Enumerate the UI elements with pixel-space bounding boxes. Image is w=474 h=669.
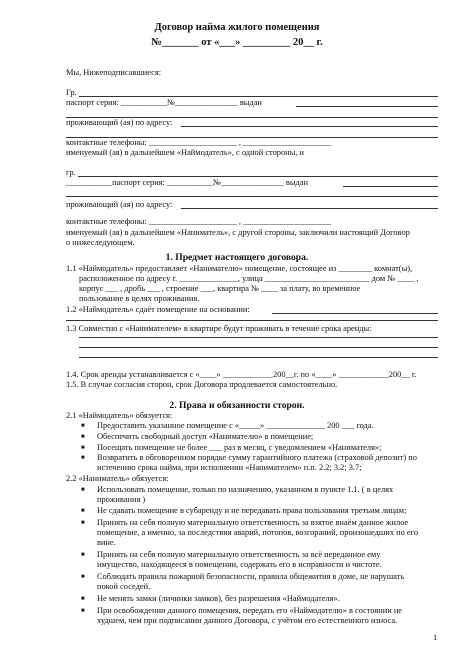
duty-2-2-item: Использовать помещение, только по назначению, указанном в пункте 1.1. ( в целях <box>97 485 394 494</box>
duty-2-1-item: Предоставить указанное помещение с «_____» ______________ 200 ___ года. <box>97 421 374 430</box>
duty-2-2-item-cont: худшем, чем при подписании данного Договора, с учётом его естественного износа. <box>97 616 398 625</box>
clause-2-2: 2.2 «Наниматель» обязуется: <box>66 474 169 483</box>
party2-address-line <box>181 208 438 209</box>
clause-1-1-line1: 1.1 «Наймодатель» предоставляет «Нанимателю» помещение, состоящее из ________ комнат(ы), <box>66 264 413 273</box>
bullet-icon: ■ <box>81 574 85 580</box>
bullet-icon: ■ <box>81 423 85 429</box>
intro-text: Мы, Нижеподписавшиеся: <box>66 68 162 77</box>
party2-name-label: гр. <box>66 168 76 177</box>
duty-2-2-item-cont: покой соседей. <box>97 582 151 591</box>
party2-passport: ___________паспорт серия: ___________№_______________ выдан <box>66 178 308 187</box>
party1-address-line <box>181 126 438 127</box>
bullet-icon: ■ <box>81 608 85 614</box>
party1-name-line <box>79 96 438 97</box>
party2-phones: контактные телефоны: _____________________ , _____________________ <box>66 217 332 226</box>
duty-2-1-item-cont: истечению срока найма, при исполнении «Нанимателем» п.п. 2.2; 3.2; 3.7; <box>97 463 362 472</box>
party1-address-label: проживающий (ая) по адресу: <box>66 118 173 127</box>
duty-2-2-item-cont: проживания ) <box>97 495 146 504</box>
duty-2-2-item-cont: вине. <box>97 538 116 547</box>
duty-2-2-item: Соблюдать правила пожарной безопасности, правила общежития в доме, не нарушать <box>97 572 405 581</box>
clause-1-4: 1.4. Срок аренды устанавливается с «____» ____________200__г. по «____» ____________200__ г. <box>66 370 417 379</box>
party1-name-label: Гр. <box>66 88 77 97</box>
party2-designation: именуемый (ая) в дальнейшем «Наниматель», с другой стороны, заключили настоящий Договор <box>66 228 410 237</box>
duty-2-2-item: Не сдавать помещение в субаренду и не передавать права пользования третьим лицам; <box>97 506 407 515</box>
clause-1-3: 1.3 Совместно с «Нанимателем» в квартире будут проживать в течение срока аренды: <box>66 324 372 333</box>
section1-heading: 1. Предмет настоящего договора. <box>165 252 309 263</box>
bullet-icon: ■ <box>81 552 85 558</box>
clause-1-1-line2: расположенное по адресу г. ______________, улица _________________________ дом № ____ , <box>79 274 419 283</box>
party2-extra-line <box>66 196 438 197</box>
bullet-icon: ■ <box>81 508 85 514</box>
duty-2-2-item: При освобождении данного помещения, передать его «Наймодателю» в состоянии не <box>97 606 403 615</box>
duty-2-2-item: Не менять замки (личинки замков), без разрешения «Наймодателя». <box>97 594 340 603</box>
clause-1-2: 1.2 «Наймодатель» сдаёт помещение на основании: <box>66 305 250 314</box>
duty-2-2-item: Принять на себя полную материальную ответственность за всё переданное ему <box>97 550 381 559</box>
party1-designation: именуемый (ая) в дальнейшем «Наймодатель», с одной стороны, и <box>66 148 304 157</box>
duty-2-1-item: Возвратить в обговоренном порядке сумму гарантийного платежа (страховой депозит) по <box>97 453 417 462</box>
party1-issued-line <box>296 106 438 107</box>
clause-2-1: 2.1 «Наймодатель» обязуется: <box>66 411 173 420</box>
duty-2-2-item-cont: имущество, находящееся в помещении, содержать его в исправности и чистоте. <box>97 560 382 569</box>
clause-1-2-line-2 <box>66 320 438 321</box>
bullet-icon: ■ <box>81 520 85 526</box>
duty-2-2-item: Принять на себя полную материальную ответственность за взятое внаём данное жилое <box>97 518 409 527</box>
bullet-icon: ■ <box>81 487 85 493</box>
page-number: 1 <box>433 633 438 642</box>
clause-1-5: 1.5. В случае согласия сторон, срок Договора продлевается самостоятельно. <box>66 380 338 389</box>
duty-2-2-item-cont: помещение, а именно, за последствия аварий, потопов, возгораний, произошедших по его <box>97 528 419 537</box>
bullet-icon: ■ <box>81 455 85 461</box>
party2-designation-cont: о нижеследующем. <box>66 238 135 247</box>
bullet-icon: ■ <box>81 445 85 451</box>
party2-name-line <box>78 176 438 177</box>
bullet-icon: ■ <box>81 434 85 440</box>
cohabitant-line-2 <box>79 347 438 348</box>
cohabitant-line-3 <box>79 357 438 358</box>
party1-phones: контактные телефоны: _____________________ , _____________________ <box>66 138 332 147</box>
clause-1-1-line4: пользование в целях проживания. <box>79 294 200 303</box>
document-number-date: №_______ от «___» _________ 20__ г. <box>151 37 323 48</box>
section2-heading: 2. Права и обязанности сторон. <box>169 400 305 411</box>
clause-1-1-line3: корпус ___ , дробь ___ , строение ___, квартира № ____ за плату, во временное <box>79 284 361 293</box>
document-title: Договор найма жилого помещения <box>154 22 320 33</box>
duty-2-1-item: Посещать помещение не более ___ раз в месяц, с уведомлением «Нанимателя»; <box>97 443 382 452</box>
bullet-icon: ■ <box>81 596 85 602</box>
cohabitant-line-1 <box>79 337 438 338</box>
duty-2-1-item: Обеспечить свободный доступ «Нанимателю» в помещение; <box>97 432 314 441</box>
party2-address-label: проживающий (ая) по адресу: <box>66 200 173 209</box>
party1-passport: паспорт серия: ___________№_______________ выдан <box>66 98 262 107</box>
party2-issued-line <box>343 186 438 187</box>
clause-1-2-line <box>272 313 438 314</box>
